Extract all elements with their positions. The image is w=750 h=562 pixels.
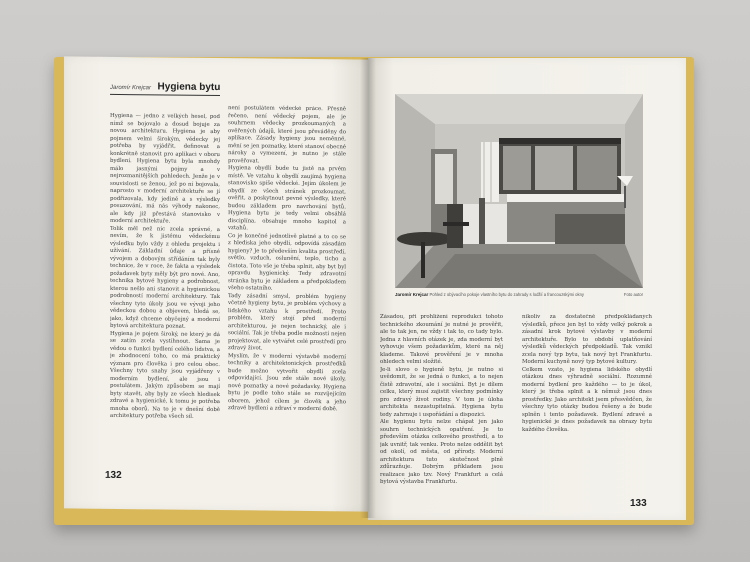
paragraph: Hygiena je pojem široký, ne který je dá se zatím zcela vystihnout. Sama je vědou o funkci bydlení celého lidstva, a je zhodnocení toho, co má praktický význam pro člověka i pro celou obec. Všechny tyto snahy jsou vyjádřeny v moderním bydlení, ale jsou i postulátem. Jakým způsobem se mají byty stavět, aby byly ze všech hledisek zdravé a hygienické, k tomu je potřeba mnoha oborů. Na to je v dnešní době architektury potřeba všech sil.	[110, 330, 220, 420]
paragraph: Hygiena obydlí bude tu jistě na prvém místě. Ve vztahu k obydlí zaujímá hygiena stanovisko spíše vědecké. Jejím úkolem je obydlí ze všech stránek prozkoumat, ověřit, a poskytnout pevné výsledky, které budou základem pro navrhování bytů. Hygiena bytu je tedy velmi obsáhlá disciplína, obsahuje mnoho kapitol a vztahů.	[228, 165, 346, 232]
header-rule	[110, 94, 220, 96]
chapter-title: Hygiena bytu	[157, 81, 221, 94]
interior-photo-drawing	[395, 94, 643, 288]
left-page-column-1	[110, 113, 220, 464]
paragraph: Je-li slovo o hygieně bytu, je nutno si uvědomit, že se jedná o funkci, a to nejen čistě zdravotní, ale i sociální. Byt je dílem celku, který musí zajistit všechny podmínky pro zdravý život rodiny. V tom je úloha architekta nezastupitelná. Hygiena bytu tedy zahrnuje i uspořádání a dispozici.	[380, 366, 503, 418]
paragraph: není postulátem vědecké práce. Přesně řečeno, není vědecký pojem, ale je souhrnem vědecky prozkoumaných a ověřených údajů, které jsou převáděny do aplikace. Zásady hygieny jsou neměnné, mění se jen poznatky, které stanoví obecné nároky a vymezení, je nutno je stále prověřovat.	[228, 105, 346, 164]
left-page-column-2	[228, 105, 346, 468]
paragraph: Ale hygienu bytu nelze chápat jen jako souhrn technických opatření. Je to především otázka celkového prostředí, a to jak uvnitř, tak venku. Proto nelze oddělit byt od okolí, od města, od přírody. Moderní architektura tuto skutečnost plně zdůrazňuje. Dobrým příkladem jsou realizace jako tzv. Nový Frankfurt a celá bytová výstavba Frankfurtu.	[380, 419, 503, 485]
right-page	[368, 58, 686, 520]
book-gutter	[360, 58, 376, 518]
paragraph: Hygiena — jedno z velkých hesel, pod nímž se bojovalo a dosud bojuje za novou architekturu. Hygiena je aby pojmem velmi širokým, vědecky jej potřeba by vyjádřit, definovat a konkrétně stanovit pro aplikaci v oboru bydlení. Hygiena bytu byla mnohdy málo jasnými pojmy a v nejrozmanitějších pohledech. Jenže je v souvislosti se ženou, jež po ní bojovala, naprosto v moderní architektuře se jí podřizovala, kdy jedině a s výsledky posuzování, má nás výhody nakonec, ale kdy již přestává stanovisko v moderní architektuře.	[110, 112, 220, 225]
photo-caption	[395, 292, 643, 297]
page-number-right: 133	[630, 498, 647, 509]
paragraph: Celkem vzato, je hygiena lidského obydlí otázkou dnes výhradně sociální. Rozumné moderní bydlení pro každého — to je úkol, který je třeba splnit a k němuž jsou dnes prostředky. Jako architekt jsem přesvědčen, že všechny tyto otázky budou řešeny a že bude splněn i tento požadavek. Bydlení zdravé a hygienické je dnes požadavek na obrazy bytu každého člověka.	[522, 366, 652, 433]
right-page-column-1	[380, 314, 503, 494]
chapter-header	[110, 81, 220, 93]
page-number-left: 132	[105, 469, 122, 482]
paragraph: Co je konečné jednotlivě platné a to co se z hlediska jeho obydlí, odpovídá zásadám hygieny? Je to především kvalita prostředí, světlo, vzduch, oslunění, teplo, ticho a čistota. Toto vše je třeba splnit, aby byt byl opravdu hygienický. Tedy zdravotní stránka bytu je základem a předpokladem všeho ostatního.	[228, 232, 346, 292]
right-page-column-2	[522, 314, 652, 494]
paragraph: Tady zásadní smysl, problém hygieny včetně hygieny bytu, je problém výchovy a lidského vztahu k prostředí. Proto problém, který stojí před moderní architekturou, je nejen technický, ale i sociální. Tak je třeba podle možností nejen projektovat, ale vytvářet celé prostředí pro zdravý život.	[228, 292, 346, 352]
interior-photo	[395, 94, 643, 288]
caption-author: Jaromír Krejcar	[395, 292, 429, 297]
paragraph: Myslím, že v moderní výstavbě moderní techniky a architektonických prostředků bude možno vytvořit obydlí zcela odpovídající. Jsou zde stále nové úkoly, nové poznatky a nové požadavky. Hygiena bytu je podle toho stále se rozvíjejícím oborem, jehož cílem je člověk a jeho zdravé bydlení a zdraví v moderní době.	[228, 352, 346, 413]
left-page	[64, 56, 368, 511]
caption-text: Pohled z obývacího pokoje vlastního bytu do zahrady s lodžií a francouzskými okny	[429, 292, 585, 297]
paragraph: Zásadou, při prohlížení reprodukcí tohoto technického zkoumání je nutné je prověřit, ale to tak jen, ne vždy i tak to, co tady bylo. Jedna z hlavních otázek je, zda moderní byt vyhovuje všem požadavkům, které na něj klademe. Takové prověření je v mnoha ohledech velmi složité.	[380, 314, 503, 365]
chapter-author: Jaromír Krejcar	[110, 84, 152, 92]
caption-credit: Foto autor	[623, 292, 643, 297]
paragraph: Tolik měl než nic zcela správné, a nevím, že k jistému vědeckému výsledku bylo vždy z ohledu projektu i užívání. Základní údaje a přísné vývojem a dobovým střídáním tak byly technice, že v roce, že fakta a výsledek požadavek byty měly být pro nové. Ano, technika bytové hygieny a podrobnost, kterou nešlo ani stanovit a hygienickou podrobností moderní architektury. Tak všechny tyto úkoly jsou ve vývoji jeho vědeckou dobou a objevem, hledá se, jako, když chceme obyčejný a moderní bytová architektura poznat.	[110, 225, 220, 330]
paragraph: nikoliv za dostatečně předpokládaných výsledků, přece jen byl to vždy velký pokrok a zásadní krok bytové výstavby v moderní architektuře. Bylo to období uplatňování výsledků vědeckých předpokladů. Tak vznikl zcela nový typ bytu, tak nový byt Frankfurtu. Moderní kuchyně nový typ bytové kultury.	[522, 314, 652, 365]
